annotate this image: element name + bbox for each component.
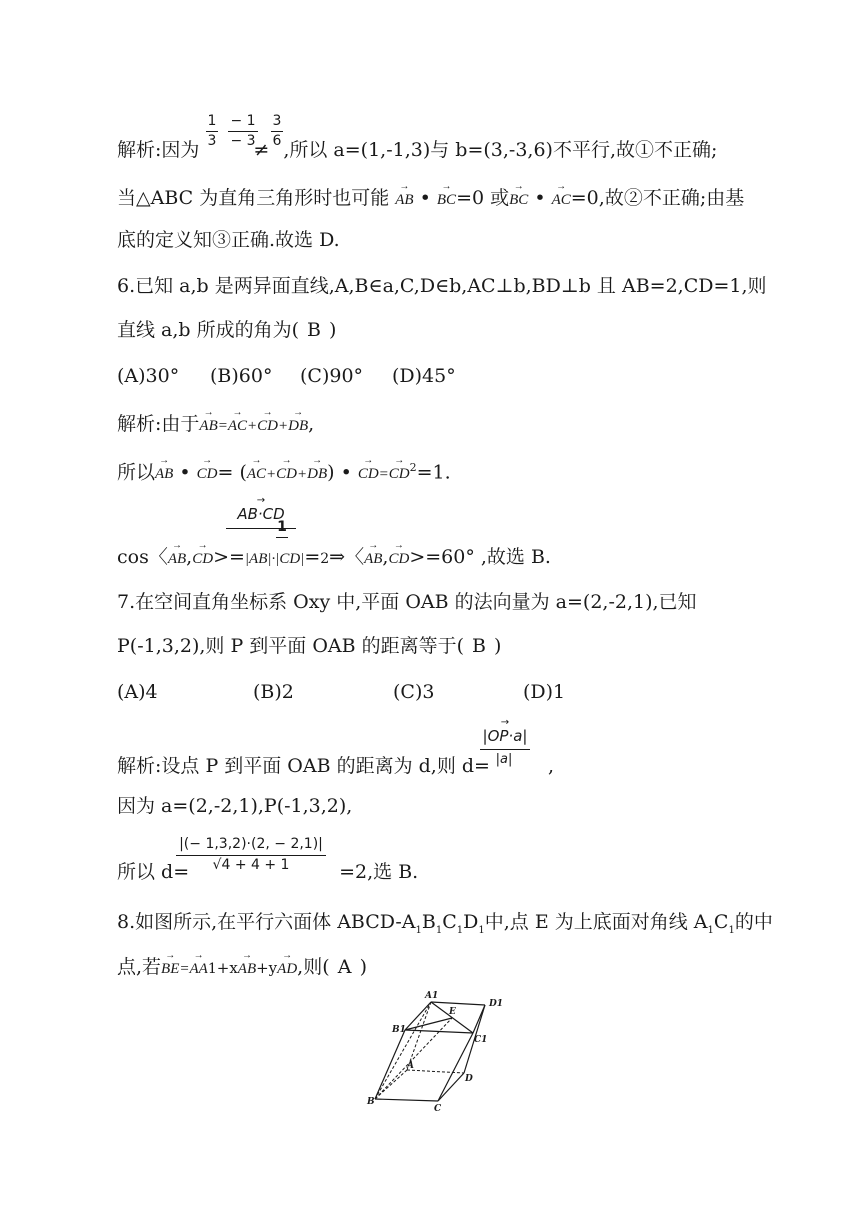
edge-c-d: [438, 1073, 464, 1101]
edge-b1-b: [375, 1030, 405, 1099]
parallelepiped-figure: [365, 990, 515, 1115]
q8-answer: A: [337, 956, 352, 978]
q7-option-d: (D)1: [523, 681, 566, 703]
hidden-edge-a-d: [407, 1070, 464, 1073]
label-b1: B1: [392, 1025, 406, 1035]
label-e: E: [449, 1007, 456, 1017]
q8-stem-line1: 8.如图所示,在平行六面体 ABCD-$A_1B_1C_1D_1$中,点 E 为上底面对角线 $A_1C_1$的中: [117, 911, 773, 936]
edge-b-c: [375, 1099, 438, 1101]
q6-option-d: (D)45°: [392, 365, 456, 387]
q6-solution-line2: 所以→ AB • → CD= (→ AC+→ CD+→ DB) • → $CD=\to CD^2=1$.: [117, 456, 451, 486]
q7-final-numerator: |(− 1,3,2)·(2, − 2,1)|: [179, 836, 323, 852]
q6-stem-line2: 直线 a,b 所成的角为( B ): [117, 319, 337, 341]
label-d1: D1: [489, 999, 504, 1009]
q6-option-c: (C)90°: [300, 365, 364, 387]
label-a: A: [407, 1061, 414, 1071]
q7-final-bar: [176, 855, 326, 856]
label-d: D: [465, 1074, 473, 1084]
label-c: C: [434, 1104, 442, 1114]
q8-stem-line2: 点,若→ BE=→ AA1+x→ AB+y→ AD,则( A ): [117, 955, 367, 981]
q7-solution-line1: 解析:设点 P 到平面 OAB 的距离为 d,则 d= ,: [117, 755, 555, 777]
hidden-segment-b-a1: [375, 1002, 431, 1099]
q7-dist-numerator: → |OP·a|: [480, 728, 530, 744]
q6-cos-fraction-numerator: → AB·CD: [228, 506, 294, 522]
p5-solution-line2: 当△ABC 为直角三角形时也可能 → AB • → BC=0 或→ BC • → AC=0,故②不正确;由基: [117, 186, 744, 212]
edge-a1-d1: [431, 1002, 485, 1005]
p5-solution-line3: 底的定义知③正确.故选 D.: [117, 229, 340, 251]
label-a1: A1: [425, 991, 439, 1001]
q6-answer: B: [307, 319, 322, 341]
q7-option-c: (C)3: [393, 681, 435, 703]
q6-option-a: (A)30°: [117, 365, 180, 387]
edge-a1-b1: [405, 1002, 431, 1030]
edge-b1-c1: [405, 1030, 473, 1033]
q6-stem-line1: 6.已知 a,b 是两异面直线,A,B∈a,C,D∈b,AC⊥b,BD⊥b 且 AB=2,CD=1,则: [117, 275, 767, 297]
p5-solution-line1: 解析:因为 ≠ ,所以 a=(1,-1,3)与 b=(3,-3,6)不平行,故①不正确;: [117, 139, 718, 161]
q7-solution-line2: 因为 a=(2,-2,1),P(-1,3,2),: [117, 795, 353, 817]
label-c1: C1: [474, 1035, 488, 1045]
q7-stem-line1: 7.在空间直角坐标系 Oxy 中,平面 OAB 的法向量为 a=(2,-2,1),已知: [117, 591, 697, 613]
q6-option-b: (B)60°: [210, 365, 273, 387]
q6-solution-line3: cos〈→ AB,→ CD>=|AB|·|CD|=2⇒〈→ AB,→ CD>=60° ,故选 B.: [117, 545, 551, 571]
q6-solution-line1: 解析:由于→ AB=→ AC+→ CD+→ DB,: [117, 412, 314, 438]
q7-dist-bar: [480, 749, 530, 750]
q7-option-a: (A)4: [117, 681, 158, 703]
edge-c1-c: [438, 1033, 473, 1101]
q7-answer: B: [472, 635, 487, 657]
label-b: B: [367, 1097, 375, 1107]
segment-b1-e: [405, 1018, 452, 1030]
q7-option-b: (B)2: [253, 681, 294, 703]
q7-final-denominator: √4 + 4 + 1: [212, 857, 290, 873]
q7-stem-line2: P(-1,3,2),则 P 到平面 OAB 的距离等于( B ): [117, 635, 502, 657]
hidden-edge-a1-a: [407, 1002, 431, 1070]
q7-solution-line3: 所以 d= =2,选 B.: [117, 861, 419, 883]
q7-dist-denominator: |a|: [495, 752, 513, 767]
